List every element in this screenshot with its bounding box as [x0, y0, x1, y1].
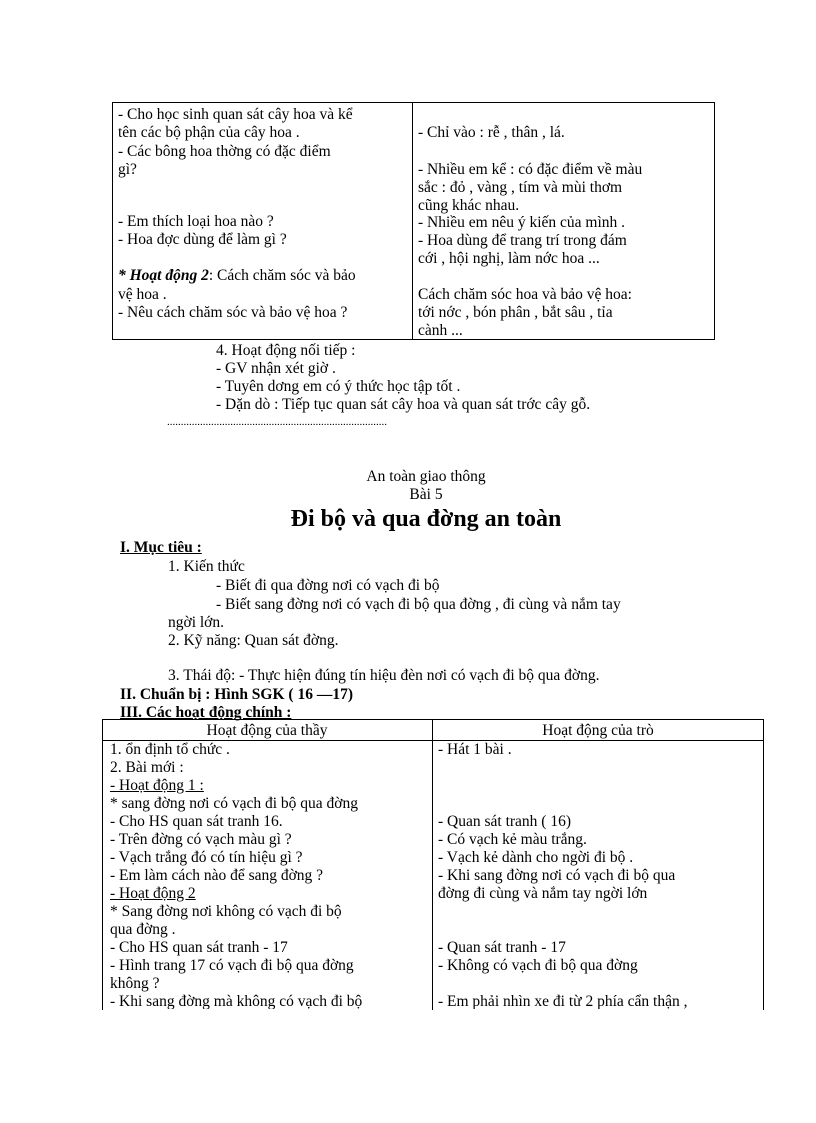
teacher-row: không ?	[110, 975, 160, 992]
teacher-row: - Em làm cách nào để sang đờng ?	[110, 867, 324, 884]
table1-left-line: - Hoa đợc dùng để làm gì ?	[118, 231, 287, 248]
table1-left-line: - Cho học sinh quan sát cây hoa và kể	[118, 106, 353, 123]
teacher-row: 1. ổn định tổ chức .	[110, 741, 230, 758]
section-4-item: - GV nhận xét giờ .	[216, 360, 336, 377]
student-row: - Em phải nhìn xe đi từ 2 phía cẩn thận ,	[438, 993, 688, 1009]
teacher-activities-header: Hoạt động của thầy	[206, 722, 328, 739]
student-row: - Quan sát tranh - 17	[438, 939, 566, 956]
objective-line: 2. Kỹ năng: Quan sát đờng.	[168, 632, 339, 649]
table1-right-line: sắc : đỏ , vàng , tím và mùi thơm	[418, 179, 623, 196]
activity-2-label: * Hoạt động 2	[118, 267, 209, 284]
table-column-divider	[412, 102, 413, 339]
teacher-row: - Hoạt động 1 :	[110, 777, 204, 794]
teacher-row: - Vạch trắng đó có tín hiệu gì ?	[110, 849, 303, 866]
dotted-divider: ................................................................................	[167, 416, 387, 428]
objective-line: - Biết sang đờng nơi có vạch đi bộ qua đờng , đi cùng và nắm tay	[216, 596, 621, 613]
section-4-item: - Dặn dò : Tiếp tục quan sát cây hoa và quan sát trớc cây gỗ.	[216, 396, 591, 413]
table1-right-line: - Nhiều em kể : có đặc điểm về màu	[418, 161, 643, 178]
table1-right-line: - Nhiều em nêu ý kiến của mình .	[418, 214, 626, 231]
lesson-number: Bài 5	[409, 486, 443, 503]
student-row: - Khi sang đờng nơi có vạch đi bộ qua	[438, 867, 676, 884]
teacher-row: - Hoạt động 2	[110, 885, 196, 902]
teacher-row: * sang đờng nơi có vạch đi bộ qua đờng	[110, 795, 359, 812]
table1-left-line: gì?	[118, 161, 137, 178]
lesson-title: Đi bộ và qua đờng an toàn	[290, 506, 562, 532]
table1-left-line: vệ hoa .	[118, 286, 167, 303]
activity-2-text: : Cách chăm sóc và bảo	[208, 267, 356, 284]
teacher-row: 2. Bài mới :	[110, 759, 184, 776]
preparation-heading: II. Chuẩn bị : Hình SGK ( 16 —17)	[120, 686, 353, 703]
table1-right-line: cành ...	[418, 322, 463, 339]
teacher-row: * Sang đờng nơi không có vạch đi bộ	[110, 903, 342, 920]
student-row: - Hát 1 bài .	[438, 741, 512, 758]
student-row: - Vạch kẻ dành cho ngời đi bộ .	[438, 849, 634, 866]
student-activities-header: Hoạt động của trò	[542, 722, 654, 739]
table1-left-line: - Em thích loại hoa nào ?	[118, 213, 274, 230]
objective-line: ngời lớn.	[168, 614, 225, 631]
teacher-row: - Cho HS quan sát tranh 16.	[110, 813, 283, 830]
teacher-row: qua đờng .	[110, 921, 176, 938]
section-4-item: - Tuyên dơng em có ý thức học tập tốt .	[216, 378, 461, 395]
objective-line: 3. Thái độ: - Thực hiện đúng tín hiệu đèn nơi có vạch đi bộ qua đờng.	[168, 667, 600, 684]
student-row: - Có vạch kẻ màu trắng.	[438, 831, 587, 848]
student-row: - Không có vạch đi bộ qua đờng	[438, 957, 638, 974]
student-row: - Quan sát tranh ( 16)	[438, 813, 571, 830]
table1-right-line: - Chỉ vào : rễ , thân , lá.	[418, 124, 565, 141]
table-column-divider	[432, 719, 433, 1010]
student-row: đờng đi cùng và nắm tay ngời lớn	[438, 885, 648, 902]
teacher-row: - Hình trang 17 có vạch đi bộ qua đờng	[110, 957, 354, 974]
table1-left-line: - Nêu cách chăm sóc và bảo vệ hoa ?	[118, 304, 348, 321]
lesson-subject: An toàn giao thông	[366, 468, 486, 485]
objectives-heading: I. Mục tiêu :	[120, 539, 202, 556]
table1-right-line: cới , hội nghị, làm nớc hoa ...	[418, 250, 600, 267]
activities-heading: III. Các hoạt động chính :	[120, 704, 292, 721]
activity-2-line	[118, 267, 356, 285]
section-4-heading: 4. Hoạt động nối tiếp :	[216, 342, 356, 359]
table1-right-line: cũng khác nhau.	[418, 197, 520, 214]
teacher-row: - Cho HS quan sát tranh - 17	[110, 939, 288, 956]
teacher-row: - Trên đờng có vạch màu gì ?	[110, 831, 292, 848]
table1-right-line: Cách chăm sóc hoa và bảo vệ hoa:	[418, 286, 632, 303]
objective-line: - Biết đi qua đờng nơi có vạch đi bộ	[216, 577, 440, 594]
table1-left-line: tên các bộ phận của cây hoa .	[118, 124, 300, 141]
teacher-row: - Khi sang đờng mà không có vạch đi bộ	[110, 993, 363, 1009]
table1-left-line: - Các bông hoa thờng có đặc điểm	[118, 143, 331, 160]
table1-right-line: tới nớc , bón phân , bắt sâu , tỉa	[418, 304, 613, 321]
table1-right-line: - Hoa dùng để trang trí trong đám	[418, 232, 627, 249]
objective-line: 1. Kiến thức	[168, 558, 245, 575]
